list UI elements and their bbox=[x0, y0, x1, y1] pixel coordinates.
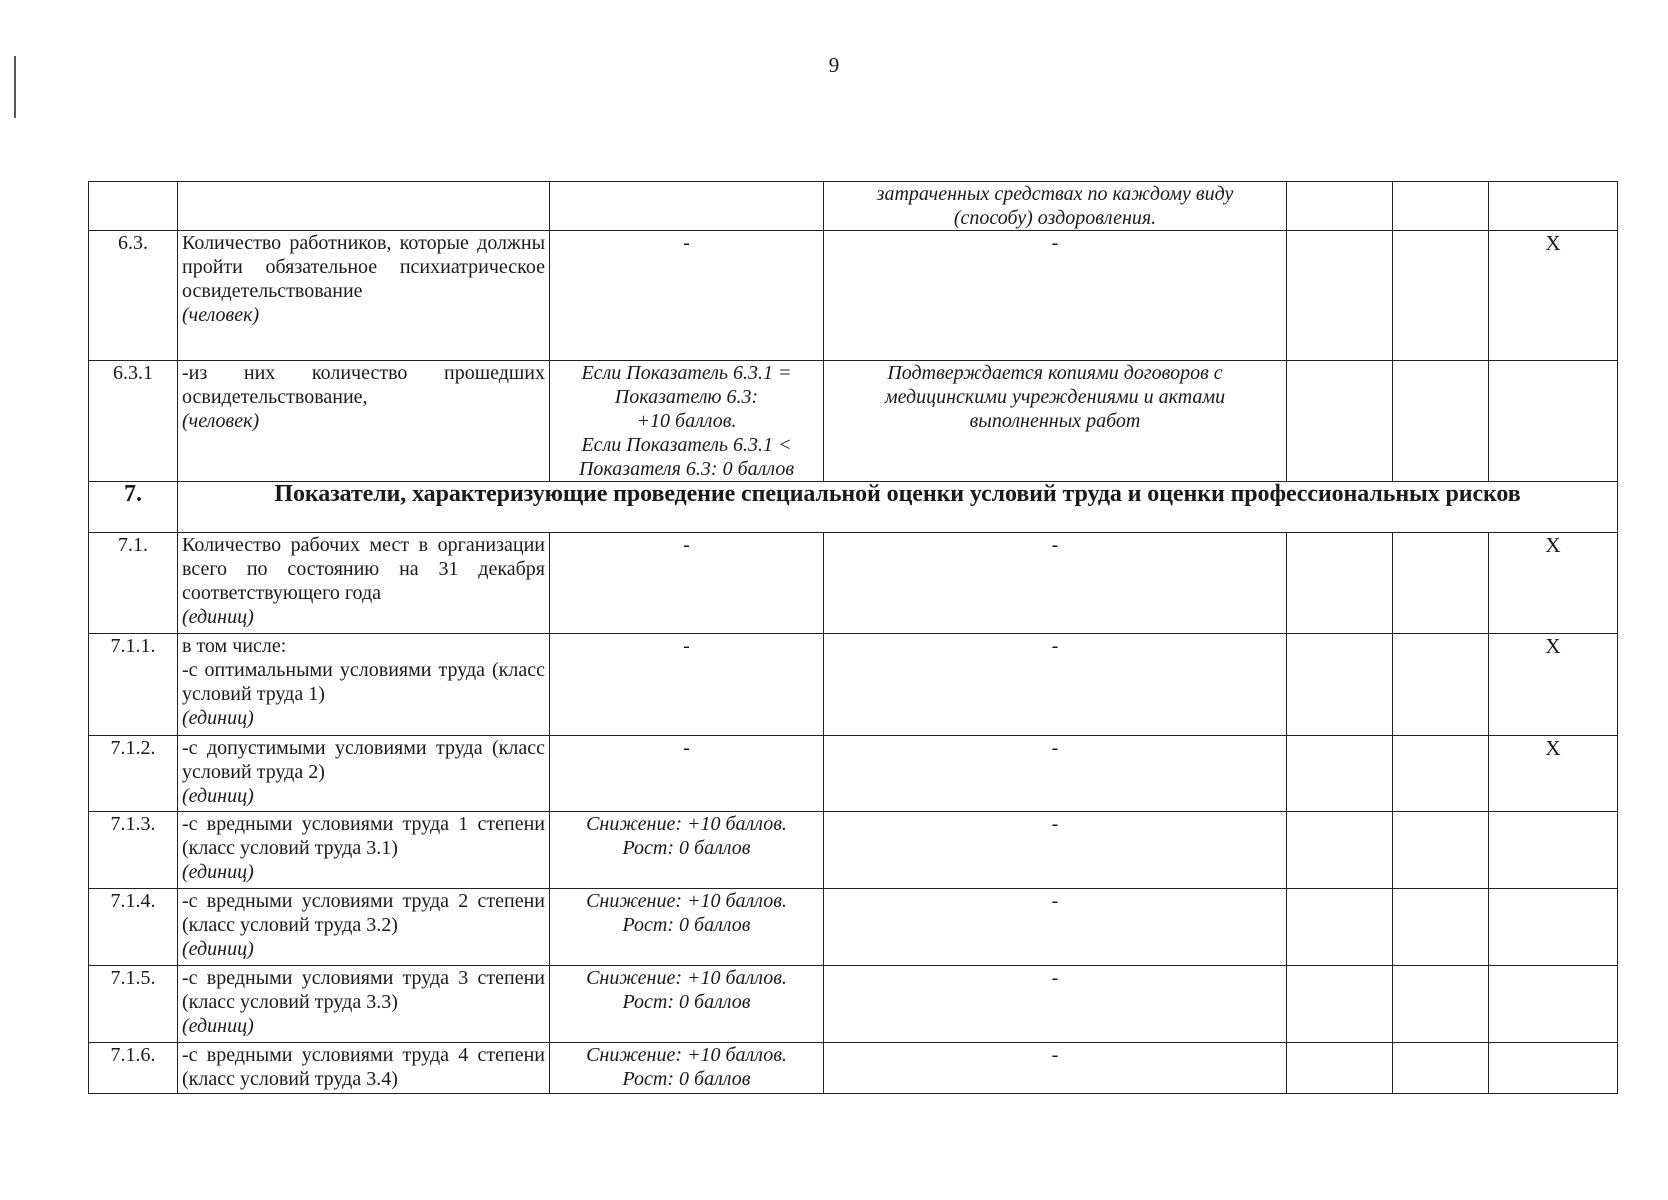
criteria-cell bbox=[550, 182, 824, 231]
criteria-line: Если Показатель 6.3.1 < bbox=[581, 434, 792, 456]
criteria-cell bbox=[550, 812, 824, 889]
section-heading-row bbox=[89, 482, 1618, 533]
name-cell bbox=[178, 736, 550, 812]
indicator-name: -с вредными условиями труда 4 степени (класс условий труда 3.4) bbox=[182, 1044, 545, 1090]
value-cell bbox=[1287, 182, 1393, 231]
confirmation-cell bbox=[824, 361, 1287, 482]
unit-label: (единиц) bbox=[182, 938, 254, 960]
table-row bbox=[89, 736, 1618, 812]
criteria-line: Показателя 6.3: 0 баллов bbox=[578, 458, 795, 480]
row-number: 6.3.1 bbox=[89, 361, 178, 482]
mark-cell: Х bbox=[1489, 231, 1618, 361]
name-cell bbox=[178, 361, 550, 482]
criteria-cell bbox=[550, 966, 824, 1043]
confirmation-cell: - bbox=[824, 533, 1287, 634]
num-cell bbox=[89, 182, 178, 231]
value-cell bbox=[1287, 889, 1393, 966]
confirmation-cell: - bbox=[824, 231, 1287, 361]
criteria-line: Рост: 0 баллов bbox=[622, 914, 751, 936]
criteria-line: Рост: 0 баллов bbox=[622, 1068, 751, 1090]
confirmation-cell: - bbox=[824, 1043, 1287, 1094]
indicator-name: Количество работников, которые должны пройти обязательное психиатрическое освидетельствование bbox=[182, 232, 545, 302]
criteria-line: Показателю 6.3: bbox=[614, 386, 759, 408]
row-number: 7.1.6. bbox=[89, 1043, 178, 1094]
section-title: Показатели, характеризующие проведение специальной оценки условий труда и оценки профессиональных рисков bbox=[178, 482, 1618, 533]
unit-label: (единиц) bbox=[182, 785, 254, 807]
criteria-cell bbox=[550, 361, 824, 482]
value-cell bbox=[1287, 1043, 1393, 1094]
value-cell bbox=[1287, 231, 1393, 361]
mark-cell bbox=[1489, 889, 1618, 966]
name-cell bbox=[178, 1043, 550, 1094]
criteria-line: +10 баллов. bbox=[636, 410, 737, 432]
criteria-line: Снижение: +10 баллов. bbox=[586, 813, 787, 835]
name-cell bbox=[178, 231, 550, 361]
value-cell bbox=[1393, 533, 1489, 634]
confirmation-line: медицинскими учреждениями и актами bbox=[884, 386, 1226, 408]
confirmation-cell: - bbox=[824, 966, 1287, 1043]
confirmation-line: затраченных средствах по каждому виду bbox=[876, 183, 1234, 205]
value-cell bbox=[1287, 736, 1393, 812]
table-row bbox=[89, 889, 1618, 966]
criteria-cell bbox=[550, 1043, 824, 1094]
confirmation-cell bbox=[824, 182, 1287, 231]
confirmation-line: (способу) оздоровления. bbox=[953, 207, 1157, 229]
confirmation-line: Подтверждается копиями договоров с bbox=[887, 362, 1223, 384]
row-number: 7.1.5. bbox=[89, 966, 178, 1043]
criteria-cell: - bbox=[550, 736, 824, 812]
criteria-cell: - bbox=[550, 634, 824, 736]
value-cell bbox=[1287, 533, 1393, 634]
indicator-name: -с оптимальными условиями труда (класс условий труда 1) bbox=[182, 659, 545, 705]
mark-cell: Х bbox=[1489, 533, 1618, 634]
indicator-name: Количество рабочих мест в организации всего по состоянию на 31 декабря соответствующего года bbox=[182, 534, 545, 604]
indicator-name: -с допустимыми условиями труда (класс условий труда 2) bbox=[182, 737, 545, 783]
table-row bbox=[89, 231, 1618, 361]
mark-cell bbox=[1489, 966, 1618, 1043]
criteria-cell: - bbox=[550, 231, 824, 361]
value-cell bbox=[1393, 182, 1489, 231]
indicators-table bbox=[88, 181, 1618, 1094]
value-cell bbox=[1393, 634, 1489, 736]
criteria-cell: - bbox=[550, 533, 824, 634]
value-cell bbox=[1393, 812, 1489, 889]
row-number: 7.1. bbox=[89, 533, 178, 634]
page-number: 9 bbox=[828, 53, 840, 77]
value-cell bbox=[1287, 966, 1393, 1043]
criteria-line: Рост: 0 баллов bbox=[622, 991, 751, 1013]
row-number: 7.1.4. bbox=[89, 889, 178, 966]
value-cell bbox=[1393, 361, 1489, 482]
unit-label: (единиц) bbox=[182, 707, 254, 729]
confirmation-cell: - bbox=[824, 889, 1287, 966]
name-cell bbox=[178, 966, 550, 1043]
row-number: 6.3. bbox=[89, 231, 178, 361]
criteria-line: Рост: 0 баллов bbox=[622, 837, 751, 859]
unit-label: (единиц) bbox=[182, 606, 254, 628]
confirmation-cell: - bbox=[824, 812, 1287, 889]
value-cell bbox=[1287, 634, 1393, 736]
value-cell bbox=[1393, 736, 1489, 812]
indicator-name: -с вредными условиями труда 2 степени (класс условий труда 3.2) bbox=[182, 890, 545, 936]
confirmation-cell: - bbox=[824, 634, 1287, 736]
indicator-name: -с вредными условиями труда 1 степени (класс условий труда 3.1) bbox=[182, 813, 545, 859]
mark-cell bbox=[1489, 182, 1618, 231]
name-cell bbox=[178, 533, 550, 634]
table-row bbox=[89, 1043, 1618, 1094]
unit-label: (единиц) bbox=[182, 861, 254, 883]
table-row bbox=[89, 634, 1618, 736]
criteria-line: Если Показатель 6.3.1 = bbox=[581, 362, 792, 384]
table-row bbox=[89, 966, 1618, 1043]
unit-label: (человек) bbox=[182, 304, 260, 326]
criteria-line: Снижение: +10 баллов. bbox=[586, 1044, 787, 1066]
value-cell bbox=[1287, 812, 1393, 889]
table-row bbox=[89, 533, 1618, 634]
table-row bbox=[89, 812, 1618, 889]
row-number: 7.1.3. bbox=[89, 812, 178, 889]
row-number: 7.1.2. bbox=[89, 736, 178, 812]
mark-cell: Х bbox=[1489, 634, 1618, 736]
value-cell bbox=[1393, 1043, 1489, 1094]
criteria-cell bbox=[550, 889, 824, 966]
name-cell bbox=[178, 634, 550, 736]
table-row bbox=[89, 182, 1618, 231]
mark-cell bbox=[1489, 361, 1618, 482]
value-cell bbox=[1287, 361, 1393, 482]
mark-cell bbox=[1489, 812, 1618, 889]
section-number: 7. bbox=[89, 482, 178, 533]
mark-cell: Х bbox=[1489, 736, 1618, 812]
confirmation-line: выполненных работ bbox=[969, 410, 1141, 432]
row-number: 7.1.1. bbox=[89, 634, 178, 736]
name-cell bbox=[178, 889, 550, 966]
name-cell bbox=[178, 182, 550, 231]
value-cell bbox=[1393, 966, 1489, 1043]
value-cell bbox=[1393, 889, 1489, 966]
criteria-line: Снижение: +10 баллов. bbox=[586, 890, 787, 912]
unit-label: (единиц) bbox=[182, 1015, 254, 1037]
confirmation-cell: - bbox=[824, 736, 1287, 812]
mark-cell bbox=[1489, 1043, 1618, 1094]
table-row bbox=[89, 361, 1618, 482]
name-cell bbox=[178, 812, 550, 889]
criteria-line: Снижение: +10 баллов. bbox=[586, 967, 787, 989]
subgroup-label: в том числе: bbox=[182, 635, 287, 657]
value-cell bbox=[1393, 231, 1489, 361]
indicator-name: -с вредными условиями труда 3 степени (класс условий труда 3.3) bbox=[182, 967, 545, 1013]
unit-label: (человек) bbox=[182, 410, 260, 432]
indicator-name: -из них количество прошедших освидетельствование, bbox=[182, 362, 545, 408]
